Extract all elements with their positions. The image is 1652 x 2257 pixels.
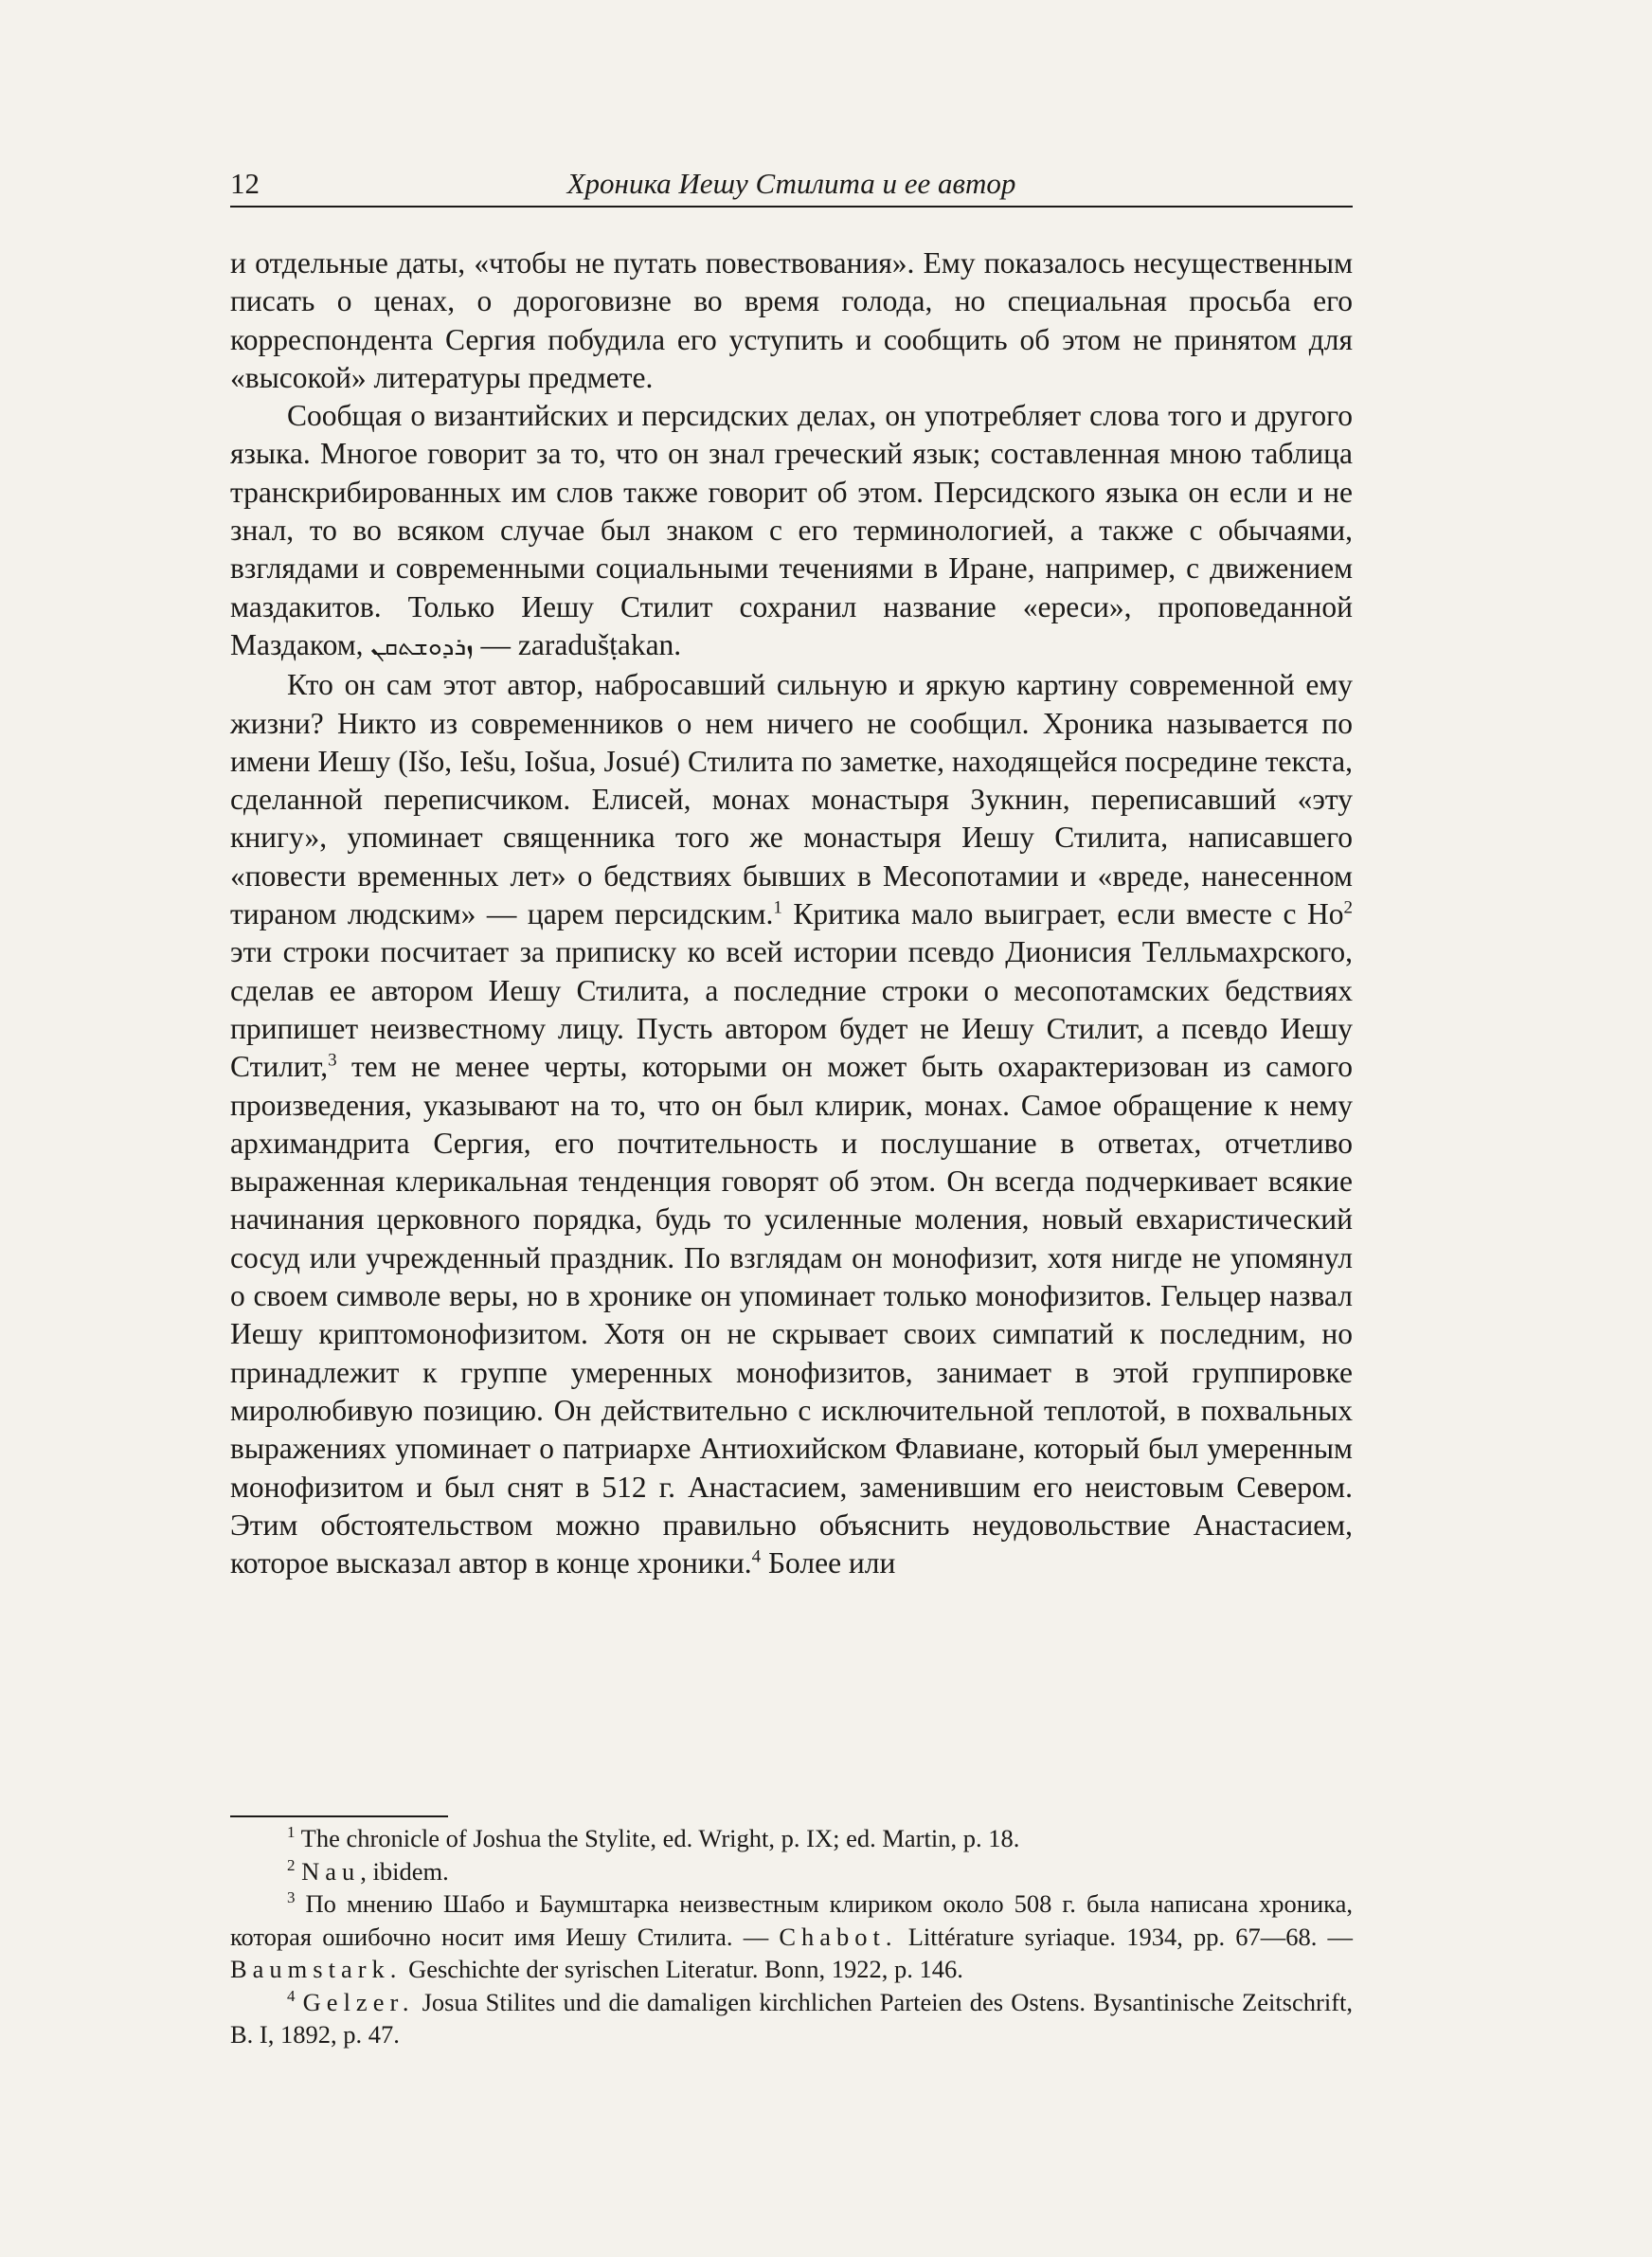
footnote-2-mark: 2 bbox=[287, 1855, 296, 1874]
footnote-1-text: The chronicle of Joshua the Stylite, ed. Wright, p. IX; ed. Martin, p. 18. bbox=[295, 1824, 1020, 1852]
paragraph-3-text-b: Критика мало выиграет, если вместе с Но bbox=[781, 897, 1344, 931]
footnotes bbox=[230, 1822, 1353, 2051]
footnote-4-text: Josua Stilites und die damaligen kirchlichen Parteien des Ostens. Bysantinische Zeitschrift, B. I, 1892, p. 47. bbox=[230, 1987, 1354, 2049]
page-header bbox=[230, 159, 1353, 201]
footnote-2-author: Nau bbox=[301, 1856, 361, 1886]
running-title: Хроника Иешу Стилита и ее автор bbox=[566, 167, 1016, 200]
paragraph-2 bbox=[230, 397, 1353, 666]
footnote-2 bbox=[230, 1855, 1353, 1888]
footnote-3-text-b: Littérature syriaque. 1934, pp. 67—68. — bbox=[897, 1922, 1353, 1951]
footnote-3-author-1: Chabot. bbox=[779, 1922, 898, 1951]
footnote-3-author-2: Baumstark. bbox=[230, 1955, 403, 1983]
footnote-3 bbox=[230, 1887, 1353, 1986]
footnote-4-mark: 4 bbox=[287, 1986, 296, 2005]
footnote-ref-1[interactable]: 1 bbox=[773, 897, 782, 918]
main-text bbox=[230, 244, 1353, 1582]
paragraph-3-text-d: тем не менее черты, которыми он может быть охарактеризован из самого произведения, указывают на то, что он был клирик, монах. Самое обращение к нему архимандрита Сергия, его почтительность и послушание в ответах, отчетливо выраженная клерикальная тенденция говорят об этом. Он всегда подчеркивает всякие начинания церковного порядка, будь то усиленные моления, новый евхаристический сосуд или учрежденный праздник. По взглядам он монофизит, хотя нигде не упомянул о своем символе веры, но в хронике он упоминает только монофизитов. Гельцер назвал Иешу криптомонофизитом. Хотя он не скрывает своих симпатий к последним, но принадлежит к группе умеренных монофизитов, занимает в этой группировке миролюбивую позицию. Он действительно с исключительной теплотой, в похвальных выражениях упоминает о патриархе Антиохийском Флавиане, который был умеренным монофизитом и был снят в 512 г. Анастасием, заменившим его неистовым Севером. Этим обстоятельством можно правильно объяснить неудовольствие Анастасием, которое высказал автор в конце хроники. bbox=[230, 1050, 1353, 1580]
paragraph-3-text-a: Кто он сам этот автор, набросавший сильную и яркую картину современной ему жизни? Никто из современников о нем ничего не сообщил. Хроника называется по имени Иешу (Išo, Iešu, Iošua, Josué) Стилита по заметке, находящейся посредине текста, сделанной переписчиком. Елисей, монах монастыря Зукнин, переписавший «эту книгу», упоминает священника того же монастыря Иешу Стилита, написавшего «повести временных лет» о бедствиях бывших в Месопотамии и «вреде, нанесенном тираном людским» — царем персидским. bbox=[230, 668, 1353, 931]
transliteration: — zaradušṭakan. bbox=[480, 627, 682, 661]
page-number: 12 bbox=[230, 167, 260, 200]
footnote-1-mark: 1 bbox=[287, 1823, 296, 1842]
paragraph-2-text: Сообщая о византийских и персидских делах, он употребляет слова того и другого языка. Многое говорит за то, что он знал греческий язык; составленная мною таблица транскрибированных им слов также говорит об этом. Персидского языка он если и не знал, то во всяком случае был знаком с его терминологией, а также с обычаями, взглядами и современными социальными течениями в Иране, например, с движением маздакитов. Только Иешу Стилит сохранил название «ереси», проповеданной Маздаком, bbox=[230, 399, 1353, 661]
paragraph-3 bbox=[230, 666, 1353, 1582]
syriac-word: ܙܪܕܘܫܬܩܢ bbox=[370, 632, 474, 661]
footnote-1 bbox=[230, 1822, 1353, 1855]
header-rule bbox=[230, 206, 1353, 208]
footnote-4-author: Gelzer. bbox=[302, 1987, 415, 2016]
footnote-2-text: , ibidem. bbox=[360, 1856, 449, 1886]
footnote-3-text-c: Geschichte der syrischen Literatur. Bonn, 1922, p. 146. bbox=[402, 1955, 963, 1983]
footnote-ref-3[interactable]: 3 bbox=[328, 1050, 337, 1071]
footnote-4 bbox=[230, 1986, 1353, 2051]
footnote-rule bbox=[230, 1815, 448, 1817]
paragraph-3-text-c: эти строки посчитает за приписку ко всей истории псевдо Дионисия Телльмахрского, сделав ее автором Иешу Стилита, а последние строки о месопотамских бедствиях припишет неизвестному лицу. Пусть автором будет не Иешу Стилит, а псевдо Иешу Стилит, bbox=[230, 935, 1353, 1084]
footnote-ref-2[interactable]: 2 bbox=[1343, 897, 1353, 918]
paragraph-3-text-e: Более или bbox=[761, 1546, 896, 1580]
footnote-ref-4[interactable]: 4 bbox=[751, 1546, 762, 1567]
footnote-3-text-a: По мнению Шабо и Баумштарка неизвестным клириком около 508 г. была написана хроника, которая ошибочно носит имя Иешу Стилита. — bbox=[230, 1889, 1353, 1951]
footnote-3-mark: 3 bbox=[287, 1888, 296, 1907]
paragraph-1: и отдельные даты, «чтобы не путать повествования». Ему показалось несущественным писать о ценах, о дороговизне во время голода, но специальная просьба его корреспондента Сергия побудила его уступить и сообщить об этом не принятом для «высокой» литературы предмете. bbox=[230, 246, 1353, 394]
